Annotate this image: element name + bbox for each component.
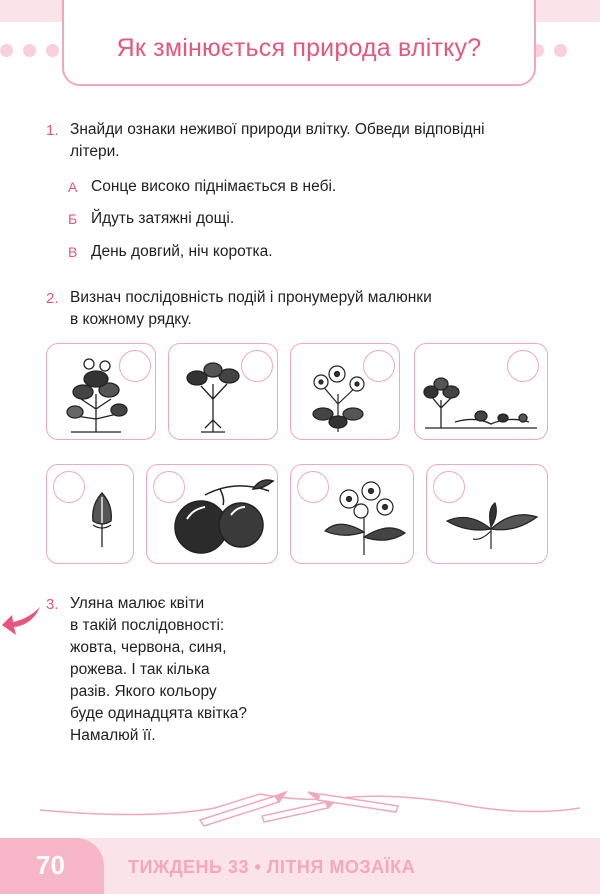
strawberry-runners-icon [421, 372, 541, 432]
task2-text-line2: в кожному рядку. [70, 311, 192, 328]
number-circle[interactable] [53, 471, 85, 503]
picture-card-3 [290, 343, 400, 440]
task1-text-line1: Знайди ознаки неживої природи влітку. Обведи відповідні [70, 121, 485, 138]
task3-line-6: буде одинадцята квітка? [70, 705, 247, 722]
strawberry-bush-icon [61, 354, 131, 434]
task1-text-line2: літери. [70, 143, 120, 160]
option-a-letter[interactable]: А [68, 179, 78, 195]
footer-title: ТИЖДЕНЬ 33 • ЛІТНЯ МОЗАЇКА [128, 857, 416, 877]
number-circle[interactable] [433, 471, 465, 503]
apple-bud-icon [87, 489, 117, 549]
task3-line-2: в такій послідовності: [70, 617, 225, 634]
pencils-decoration [0, 770, 600, 830]
picture-card-7 [290, 464, 414, 564]
option-c-text: День довгий, ніч коротка. [91, 243, 273, 260]
task3-line-7: Намалюй її. [70, 727, 156, 744]
strawberry-flowering-icon [303, 354, 373, 434]
task3-line-3: жовта, червона, синя, [70, 639, 227, 656]
task3-line-5: разів. Якого кольору [70, 683, 217, 700]
task3-line-4: рожева. І так кілька [70, 661, 210, 678]
apple-blossom-icon [319, 477, 409, 557]
option-b-text: Йдуть затяжні дощі. [91, 210, 235, 227]
task2-text-line1: Визнач послідовність подій і пронумеруй малюнки [70, 289, 432, 306]
picture-card-8 [426, 464, 548, 564]
task3-number: 3. [46, 596, 59, 613]
apples-icon [165, 475, 275, 559]
picture-card-6 [146, 464, 278, 564]
option-a-text: Сонце високо піднімається в небі. [91, 178, 337, 195]
page-title: Як змінюється природа влітку? [116, 34, 482, 62]
picture-card-1 [46, 343, 156, 440]
strawberry-sprout-icon [183, 354, 243, 434]
picture-card-5 [46, 464, 134, 564]
page-number: 70 [36, 850, 65, 880]
picture-card-4 [414, 343, 548, 440]
arrow-icon [2, 605, 42, 639]
task1-number: 1. [46, 122, 59, 139]
apple-leaves-icon [441, 501, 541, 551]
picture-card-2 [168, 343, 278, 440]
option-b-letter[interactable]: Б [68, 211, 78, 227]
option-c-letter[interactable]: В [68, 244, 78, 260]
number-circle[interactable] [241, 350, 273, 382]
task2-number: 2. [46, 290, 59, 307]
task3-line-1: Уляна малює квіти [70, 595, 205, 612]
decor-dots-left [0, 44, 59, 58]
